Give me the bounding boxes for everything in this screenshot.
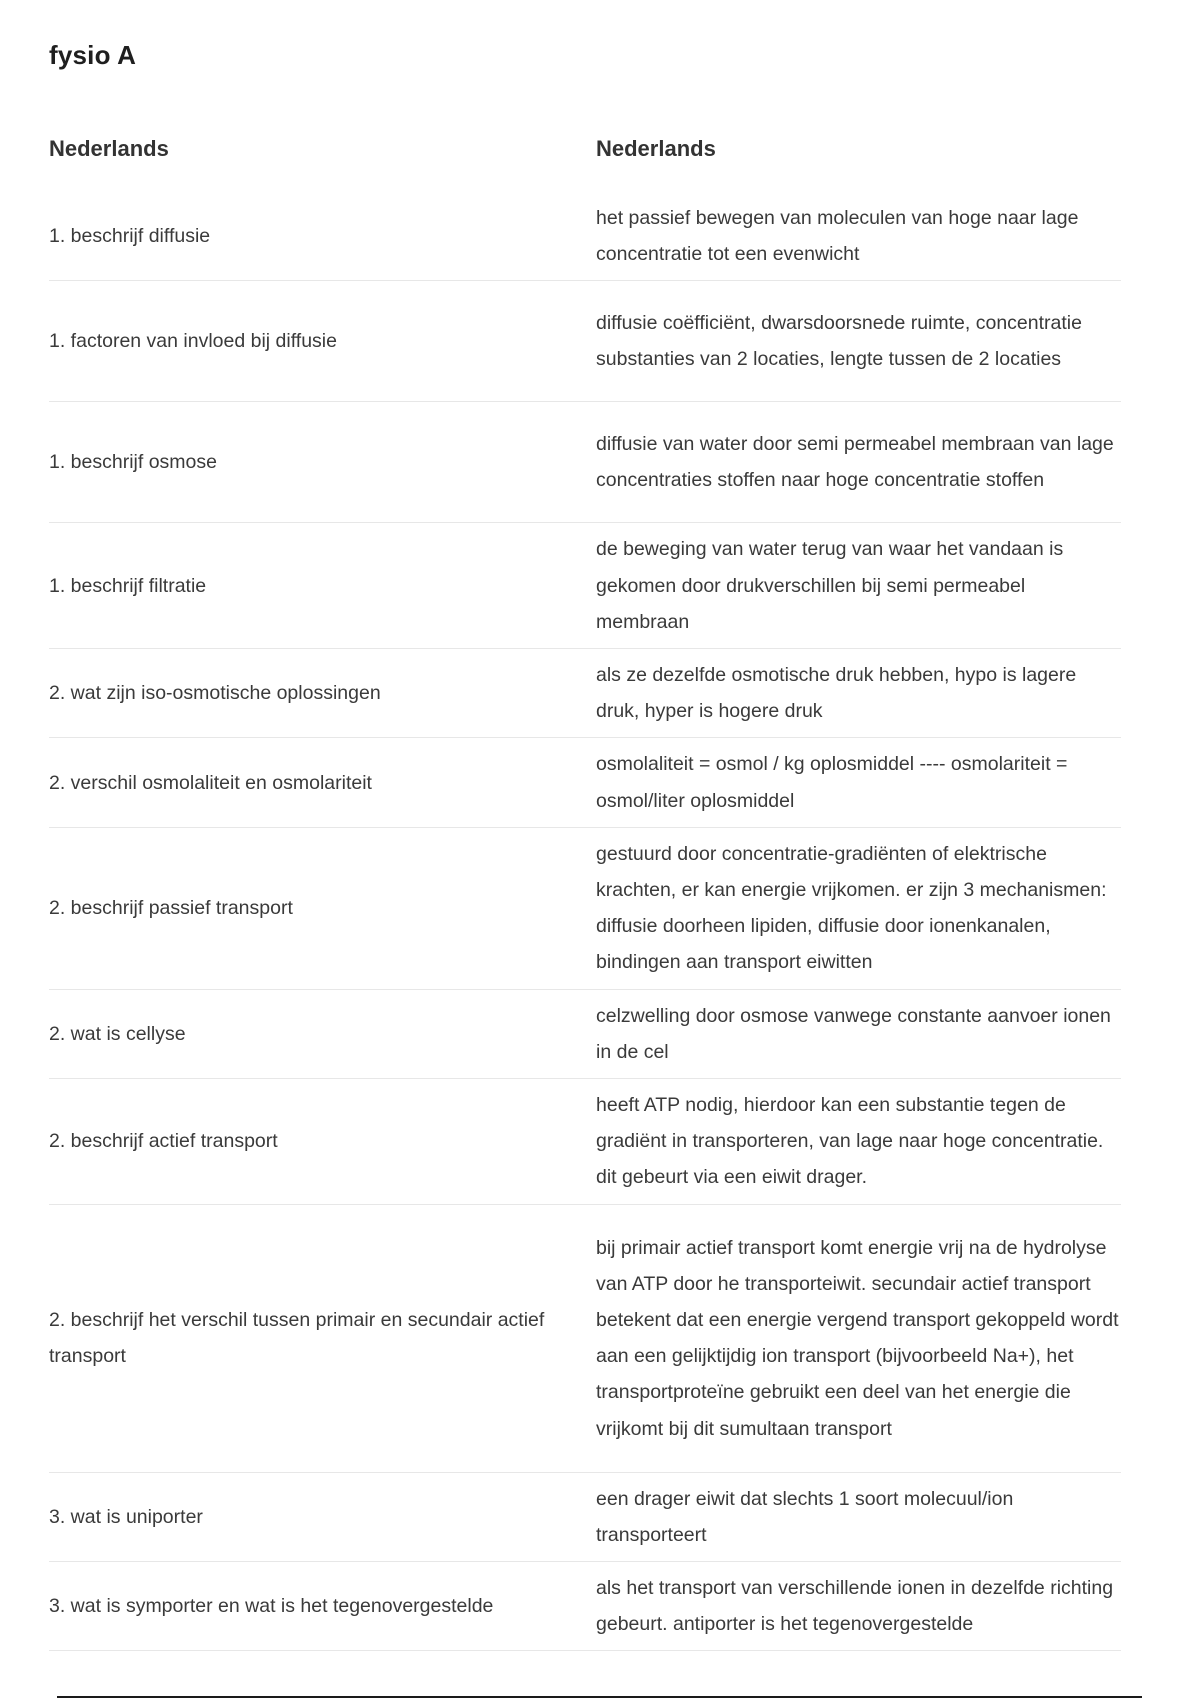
definition-cell: celzwelling door osmose vanwege constante aanvoer ionen in de cel [596, 1004, 1111, 1063]
table-row [49, 990, 1121, 1079]
table-row [49, 1079, 1121, 1205]
table-row [49, 192, 1121, 281]
page-divider [57, 1696, 1142, 1698]
definition-cell: als ze dezelfde osmotische druk hebben, hypo is lagere druk, hyper is hogere druk [596, 664, 1077, 723]
definition-cell: als het transport van verschillende ionen in dezelfde richting gebeurt. antiporter is het tegenovergestelde [596, 1577, 1114, 1636]
definition-cell: heeft ATP nodig, hierdoor kan een substantie tegen de gradiënt in transporteren, van lage naar hoge concentratie. dit gebeurt via een eiwit drager. [596, 1094, 1104, 1189]
table-row [49, 402, 1121, 523]
definition-cell: gestuurd door concentratie-gradiënten of elektrische krachten, er kan energie vrijkomen. er zijn 3 mechanismen: diffusie doorheen lipiden, diffusie door ionenkanalen, bindingen aan transport eiwitten [596, 842, 1107, 974]
definition-cell: diffusie van water door semi permeabel membraan van lage concentraties stoffen naar hoge concentratie stoffen [596, 433, 1114, 492]
term-cell: 3. wat is uniporter [49, 1505, 203, 1528]
table-row [49, 649, 1121, 738]
term-cell: 1. beschrijf diffusie [49, 225, 211, 248]
table-row [49, 1562, 1121, 1651]
table-row [49, 738, 1121, 827]
term-cell: 1. factoren van invloed bij diffusie [49, 330, 337, 353]
term-language-header: Nederlands [49, 136, 169, 161]
definition-language-header: Nederlands [596, 136, 716, 161]
definition-cell: bij primair actief transport komt energie vrij na de hydrolyse van ATP door he transporteiwit. secundair actief transport betekent dat een energie vergend transport gekoppeld wordt aan een gelijktijdig ion transport (bijvoorbeeld Na+), het transportproteïne gebruikt een deel van het energie die vrijkomt bij dit sumultaan transport [596, 1236, 1119, 1440]
definition-cell: een drager eiwit dat slechts 1 soort molecuul/ion transporteert [596, 1487, 1014, 1546]
term-cell: 2. beschrijf het verschil tussen primair en secundair actief transport [49, 1309, 545, 1368]
document-title: fysio A [49, 40, 137, 70]
definition-cell: het passief bewegen van moleculen van hoge naar lage concentratie tot een evenwicht [596, 207, 1079, 266]
term-cell: 2. beschrijf actief transport [49, 1130, 278, 1153]
term-cell: 1. beschrijf filtratie [49, 574, 207, 597]
flashcard-table [49, 192, 1121, 1651]
term-cell: 2. beschrijf passief transport [49, 897, 293, 920]
definition-cell: diffusie coëfficiënt, dwarsdoorsnede ruimte, concentratie substanties van 2 locaties, lengte tussen de 2 locaties [596, 312, 1082, 371]
term-cell: 2. verschil osmolaliteit en osmolariteit [49, 771, 372, 794]
term-cell: 1. beschrijf osmose [49, 451, 217, 474]
table-row [49, 828, 1121, 990]
table-header [49, 136, 1121, 162]
table-row [49, 1205, 1121, 1473]
table-row [49, 523, 1121, 649]
table-row [49, 281, 1121, 402]
definition-cell: osmolaliteit = osmol / kg oplosmiddel ---- osmolariteit = osmol/liter oplosmiddel [596, 753, 1068, 812]
term-cell: 2. wat zijn iso-osmotische oplossingen [49, 682, 381, 705]
table-row [49, 1473, 1121, 1562]
definition-cell: de beweging van water terug van waar het vandaan is gekomen door drukverschillen bij semi permeabel membraan [596, 538, 1064, 633]
term-cell: 3. wat is symporter en wat is het tegenovergestelde [49, 1595, 494, 1618]
term-cell: 2. wat is cellyse [49, 1022, 186, 1045]
